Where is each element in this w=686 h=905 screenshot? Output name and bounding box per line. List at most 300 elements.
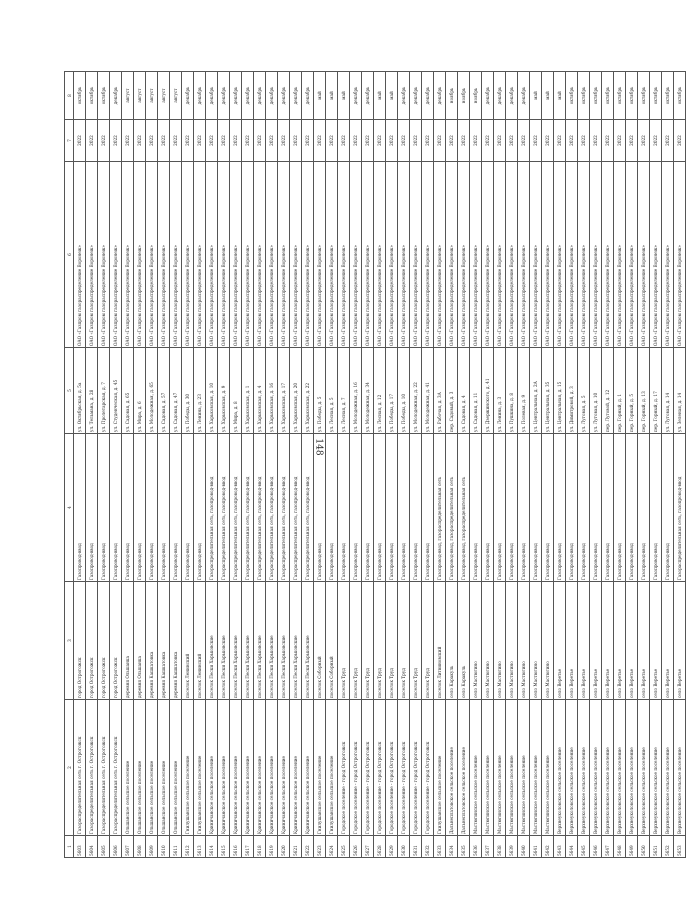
row-number-cell: 5622 [302,836,314,858]
row-number-cell: 5605 [98,836,110,858]
settlement-cell: село Веретье [566,582,578,700]
municipality-cell: Верхнеуколовское сельское поселение [554,700,566,836]
year-cell: 2022 [638,120,650,162]
municipality-cell: Городское поселение - город Острогожск [338,700,350,836]
year-cell: 2022 [530,120,542,162]
row-number-cell: 5611 [170,836,182,858]
month-cell: май [326,72,338,120]
month-cell: декабрь [422,72,434,120]
row-number-cell: 5642 [542,836,554,858]
object-type-cell: Газопровод-ввод, газораспределительная сеть [446,434,458,582]
municipality-cell: Верхнеуколовское сельское поселение [650,700,662,836]
row-number-cell: 5648 [614,836,626,858]
object-type-cell: Газораспределительная сеть, газопровод-ввод [242,434,254,582]
row-number-cell: 5651 [650,836,662,858]
year-cell: 2022 [434,120,446,162]
row-number-cell: 5614 [206,836,218,858]
header-cell: 7 [65,120,74,162]
settlement-cell: поселок Пески Харьковские [290,582,302,700]
municipality-cell: Городское поселение - город Острогожск [410,700,422,836]
municipality-cell: Городское поселение - город Острогожск [374,700,386,836]
settlement-cell: село Веретье [590,582,602,700]
operator-cell: ОАО «Газпром газораспределение Воронеж» [446,162,458,348]
settlement-cell: поселок Пески Харьковские [266,582,278,700]
month-cell: декабрь [482,72,494,120]
table-row [74,72,86,858]
row-number-cell: 5617 [242,836,254,858]
municipality-cell: Криничанское сельское поселение [302,700,314,836]
address-cell: ул. Студенческая, д. 45 [110,348,122,434]
table-row [194,72,206,858]
address-cell: пер. Горный, д. 13 [638,348,650,434]
operator-cell: ОАО «Газпром газораспределение Воронеж» [158,162,170,348]
settlement-cell: поселок Соборный [314,582,326,700]
table-row [146,72,158,858]
object-type-cell: Газопровод-ввод [578,434,590,582]
settlement-cell: село Веретье [626,582,638,700]
settlement-cell: поселок Пески Харьковские [254,582,266,700]
table-row [422,72,434,858]
object-type-cell: Газопровод-ввод [398,434,410,582]
operator-cell: ОАО «Газпром газораспределение Воронеж» [98,162,110,348]
year-cell: 2022 [506,120,518,162]
year-cell: 2022 [74,120,86,162]
operator-cell: ОАО «Газпром газораспределение Воронеж» [638,162,650,348]
operator-cell: ОАО «Газпром газораспределение Воронеж» [626,162,638,348]
settlement-cell: село Мастюгино [506,582,518,700]
municipality-cell: Мастюгинское сельское поселение [530,700,542,836]
year-cell: 2022 [338,120,350,162]
year-cell: 2022 [266,120,278,162]
month-cell: декабрь [506,72,518,120]
month-cell: декабрь [230,72,242,120]
object-type-cell: Газопровод-ввод [530,434,542,582]
table-row [398,72,410,858]
object-type-cell: Газораспределительная сеть, газопровод-ввод [230,434,242,582]
row-number-cell: 5653 [674,836,686,858]
object-type-cell: Газопровод-ввод [194,434,206,582]
operator-cell: ОАО «Газпром газораспределение Воронеж» [542,162,554,348]
row-number-cell: 5630 [398,836,410,858]
object-type-cell: Газопровод-ввод [494,434,506,582]
operator-cell: ОАО «Газпром газораспределение Воронеж» [74,162,86,348]
municipality-cell: Верхнеуколовское сельское поселение [662,700,674,836]
table-row [446,72,458,858]
month-cell: декабрь [242,72,254,120]
settlement-cell: поселок Пески Харьковские [206,582,218,700]
month-cell: декабрь [218,72,230,120]
address-cell: ул. Победы, д. 10 [398,348,410,434]
table-row [470,72,482,858]
object-type-cell: Газораспределительная сеть, газопровод-ввод [278,434,290,582]
header-row [65,72,74,858]
operator-cell: ОАО «Газпром газораспределение Воронеж» [170,162,182,348]
settlement-cell: село Каракуль [458,582,470,700]
row-number-cell: 5626 [350,836,362,858]
operator-cell: ОАО «Газпром газораспределение Воронеж» [578,162,590,348]
month-cell: май [338,72,350,120]
year-cell: 2022 [674,120,686,162]
settlement-cell: поселок Соборный [326,582,338,700]
address-cell: ул. Харьковская, д. 20 [290,348,302,434]
page-number: 148 [313,438,324,456]
object-type-cell: Газопровод-ввод, газораспределительная сеть [458,434,470,582]
operator-cell: ОАО «Газпром газораспределение Воронеж» [122,162,134,348]
settlement-cell: село Веретье [662,582,674,700]
settlement-cell: село Веретье [602,582,614,700]
year-cell: 2022 [386,120,398,162]
year-cell: 2022 [98,120,110,162]
operator-cell: ОАО «Газпром газораспределение Воронеж» [194,162,206,348]
operator-cell: ОАО «Газпром газораспределение Воронеж» [338,162,350,348]
settlement-cell: село Веретье [638,582,650,700]
table-row [530,72,542,858]
year-cell: 2022 [182,120,194,162]
row-number-cell: 5624 [326,836,338,858]
object-type-cell: Газораспределительная сеть, газопровод-ввод [302,434,314,582]
row-number-cell: 5621 [290,836,302,858]
settlement-cell: село Веретье [674,582,686,700]
row-number-cell: 5649 [626,836,638,858]
address-cell: ул. Молодежная, д. 16 [350,348,362,434]
month-cell: октябрь [662,72,674,120]
settlement-cell: деревня Кашкатовка [170,582,182,700]
settlement-cell: деревня Кашкатовка [158,582,170,700]
table-row [362,72,374,858]
address-cell: ул. Харьковская, д. 17 [278,348,290,434]
municipality-cell: Городское поселение - город Острогожск [422,700,434,836]
rotated-sheet [64,72,682,858]
settlement-cell: село Мастюгино [530,582,542,700]
address-cell: ул. Садовая, д. 47 [170,348,182,434]
row-number-cell: 5634 [446,836,458,858]
month-cell: декабрь [206,72,218,120]
object-type-cell: Газопровод-ввод [110,434,122,582]
year-cell: 2022 [578,120,590,162]
municipality-cell: Ольшанское сельское поселение [122,700,134,836]
settlement-cell: поселок Пески Харьковские [242,582,254,700]
year-cell: 2022 [410,120,422,162]
year-cell: 2022 [590,120,602,162]
address-cell: ул. Победы, д. 30 [182,348,194,434]
operator-cell: ОАО «Газпром газораспределение Воронеж» [470,162,482,348]
operator-cell: ОАО «Газпром газораспределение Воронеж» [110,162,122,348]
municipality-cell: Верхнеуколовское сельское поселение [566,700,578,836]
table-row [242,72,254,858]
operator-cell: ОАО «Газпром газораспределение Воронеж» [290,162,302,348]
settlement-cell: город Острогожск [98,582,110,700]
address-cell: ул. Молодежная, д. 22 [410,348,422,434]
settlement-cell: поселок Труд [422,582,434,700]
row-number-cell: 5646 [590,836,602,858]
table-row [458,72,470,858]
operator-cell: ОАО «Газпром газораспределение Воронеж» [314,162,326,348]
municipality-cell: Криничанское сельское поселение [206,700,218,836]
table-row [338,72,350,858]
table-row [674,72,686,858]
settlement-cell: село Веретье [650,582,662,700]
municipality-cell: Ольшанское сельское поселение [158,700,170,836]
year-cell: 2022 [470,120,482,162]
operator-cell: ОАО «Газпром газораспределение Воронеж» [134,162,146,348]
row-number-cell: 5643 [554,836,566,858]
settlement-cell: поселок Ленинский [182,582,194,700]
object-type-cell: Газопровод-ввод [158,434,170,582]
municipality-cell: Городское поселение - город Острогожск [362,700,374,836]
municipality-cell: Гнилушанское сельское поселение [326,700,338,836]
municipality-cell: Гнилушанское сельское поселение [434,700,446,836]
row-number-cell: 5619 [266,836,278,858]
table-row [278,72,290,858]
municipality-cell: Газораспределительная сеть г. Острогожск [74,700,86,836]
settlement-cell: поселок Труд [350,582,362,700]
row-number-cell: 5607 [122,836,134,858]
month-cell: май [386,72,398,120]
municipality-cell: Мастюгинское сельское поселение [494,700,506,836]
row-number-cell: 5633 [434,836,446,858]
month-cell: май [554,72,566,120]
table-row [326,72,338,858]
address-cell: ул. Пушкина, д. 8 [506,348,518,434]
municipality-cell: Гнилушанское сельское поселение [314,700,326,836]
municipality-cell: Криничанское сельское поселение [278,700,290,836]
operator-cell: ОАО «Газпром газораспределение Воронеж» [530,162,542,348]
municipality-cell: Городское поселение - город Острогожск [398,700,410,836]
year-cell: 2022 [86,120,98,162]
address-cell: ул. Харьковская, д. 9 [218,348,230,434]
table-row [506,72,518,858]
address-cell: ул. Молодежная, д. 34 [362,348,374,434]
address-cell: ул. Харьковская, д. 4 [254,348,266,434]
object-type-cell: Газопровод-ввод [566,434,578,582]
address-cell: ул. Дзержинского, д. 41 [482,348,494,434]
municipality-cell: Криничанское сельское поселение [230,700,242,836]
year-cell: 2022 [146,120,158,162]
table-row [518,72,530,858]
table-row [386,72,398,858]
table-row [626,72,638,858]
month-cell: декабрь [302,72,314,120]
object-type-cell: Газопровод-ввод [602,434,614,582]
settlement-cell: село Каракуль [446,582,458,700]
settlement-cell: деревня Ольшанка [134,582,146,700]
operator-cell: ОАО «Газпром газораспределение Воронеж» [554,162,566,348]
row-number-cell: 5637 [482,836,494,858]
settlement-cell: поселок Ленинский [194,582,206,700]
table-row [350,72,362,858]
settlement-cell: село Мастюгино [542,582,554,700]
table-row [602,72,614,858]
settlement-cell: село Мастюгино [494,582,506,700]
operator-cell: ОАО «Газпром газораспределение Воронеж» [506,162,518,348]
address-cell: ул. Луговая, д. 5 [578,348,590,434]
settlement-cell: поселок Пески Харьковские [230,582,242,700]
row-number-cell: 5652 [662,836,674,858]
object-type-cell: Газопровод-ввод [98,434,110,582]
settlement-cell: поселок Труд [398,582,410,700]
object-type-cell: Газопровод-ввод [410,434,422,582]
row-number-cell: 5623 [314,836,326,858]
row-number-cell: 5625 [338,836,350,858]
address-cell: ул. Лесная, д. 5 [326,348,338,434]
address-cell: ул. Центральная, д. 2А [530,348,542,434]
municipality-cell: Верхнеуколовское сельское поселение [638,700,650,836]
settlement-cell: город Острогожск [86,582,98,700]
row-number-cell: 5647 [602,836,614,858]
operator-cell: ОАО «Газпром газораспределение Воронеж» [146,162,158,348]
address-cell: ул. Харьковская, д. 1 [242,348,254,434]
operator-cell: ОАО «Газпром газораспределение Воронеж» [86,162,98,348]
address-cell: ул. Октябрьская, д. 5а [74,348,86,434]
month-cell: октябрь [602,72,614,120]
year-cell: 2022 [542,120,554,162]
row-number-cell: 5620 [278,836,290,858]
operator-cell: ОАО «Газпром газораспределение Воронеж» [182,162,194,348]
month-cell: декабрь [278,72,290,120]
settlement-cell: поселок Труд [374,582,386,700]
year-cell: 2022 [350,120,362,162]
object-type-cell: Газопровод-ввод [614,434,626,582]
settlement-cell: город Острогожск [110,582,122,700]
month-cell: октябрь [86,72,98,120]
address-cell: ул. Харьковская, д. 22 [302,348,314,434]
row-number-cell: 5639 [506,836,518,858]
table-row [86,72,98,858]
address-cell: ул. Мира, д. 8 [230,348,242,434]
month-cell: октябрь [614,72,626,120]
month-cell: август [134,72,146,120]
address-cell: ул. Садовая, д. 65 [122,348,134,434]
year-cell: 2022 [518,120,530,162]
row-number-cell: 5644 [566,836,578,858]
year-cell: 2022 [230,120,242,162]
settlement-cell: поселок Пески Харьковские [302,582,314,700]
municipality-cell: Мастюгинское сельское поселение [518,700,530,836]
year-cell: 2022 [566,120,578,162]
operator-cell: ОАО «Газпром газораспределение Воронеж» [614,162,626,348]
header-cell: 2 [65,700,74,836]
operator-cell: ОАО «Газпром газораспределение Воронеж» [422,162,434,348]
row-number-cell: 5627 [362,836,374,858]
month-cell: ноябрь [458,72,470,120]
year-cell: 2022 [446,120,458,162]
address-cell: ул. Центральная, д. 15 [554,348,566,434]
address-cell: ул. Луговая, д. 14 [662,348,674,434]
year-cell: 2022 [218,120,230,162]
object-type-cell: Газораспределительная сеть, газопровод-ввод [218,434,230,582]
municipality-cell: Криничанское сельское поселение [290,700,302,836]
address-cell: ул. Садовая, д. 4 [458,348,470,434]
municipality-cell: Криничанское сельское поселение [266,700,278,836]
address-cell: ул. Молодежная, д. 65 [146,348,158,434]
month-cell: октябрь [590,72,602,120]
row-number-cell: 5603 [74,836,86,858]
operator-cell: ОАО «Газпром газораспределение Воронеж» [434,162,446,348]
settlement-cell: поселок Труд [338,582,350,700]
table-row [206,72,218,858]
object-type-cell: Газопровод-ввод [350,434,362,582]
object-type-cell: Газопровод-ввод [386,434,398,582]
operator-cell: ОАО «Газпром газораспределение Воронеж» [278,162,290,348]
table-body [74,72,686,858]
operator-cell: ОАО «Газпром газораспределение Воронеж» [362,162,374,348]
object-type-cell: Газопровод-ввод [314,434,326,582]
row-number-cell: 5641 [530,836,542,858]
object-type-cell: Газопровод-ввод [338,434,350,582]
table-row [590,72,602,858]
month-cell: октябрь [74,72,86,120]
row-number-cell: 5608 [134,836,146,858]
object-type-cell: Газопровод-ввод [638,434,650,582]
address-cell: ул. Победы, д. 5 [314,348,326,434]
month-cell: август [158,72,170,120]
municipality-cell: Криничанское сельское поселение [242,700,254,836]
header-cell: 5 [65,348,74,434]
municipality-cell: Верхнеуколовское сельское поселение [626,700,638,836]
row-number-cell: 5609 [146,836,158,858]
month-cell: декабрь [410,72,422,120]
settlement-cell: поселок Труд [362,582,374,700]
month-cell: декабрь [290,72,302,120]
table-row [314,72,326,858]
municipality-cell: Мастюгинское сельское поселение [506,700,518,836]
address-cell: ул. Зеленая, д. 14 [674,348,686,434]
address-cell: ул. Рабочая, д. 3А [434,348,446,434]
year-cell: 2022 [482,120,494,162]
municipality-cell: Газораспределительная сеть г. Острогожск [86,700,98,836]
address-cell: ул. Тельмана, д. 28 [86,348,98,434]
address-cell: ул. Полевая, д. 9 [518,348,530,434]
municipality-cell: Мастюгинское сельское поселение [542,700,554,836]
address-cell: ул. Лесная, д. 7 [338,348,350,434]
settlement-cell: поселок Пески Харьковские [278,582,290,700]
object-type-cell: Газораспределительная сеть, газопровод-ввод [290,434,302,582]
row-number-cell: 5612 [182,836,194,858]
row-number-cell: 5645 [578,836,590,858]
municipality-cell: Верхнеуколовское сельское поселение [578,700,590,836]
year-cell: 2022 [614,120,626,162]
row-number-cell: 5638 [494,836,506,858]
address-cell: пер. Горный, д. 1 [614,348,626,434]
municipality-cell: Дальнеплатовское сельское поселение [446,700,458,836]
year-cell: 2022 [278,120,290,162]
address-cell: пер. Луговой, д. 12 [602,348,614,434]
month-cell: май [314,72,326,120]
year-cell: 2022 [254,120,266,162]
table-row [134,72,146,858]
municipality-cell: Верхнеуколовское сельское поселение [602,700,614,836]
table-row [158,72,170,858]
data-table [64,71,686,858]
operator-cell: ОАО «Газпром газораспределение Воронеж» [518,162,530,348]
header-cell: 6 [65,162,74,348]
address-cell: ул. Ленина, д. 3 [494,348,506,434]
row-number-cell: 5616 [230,836,242,858]
month-cell: декабрь [254,72,266,120]
operator-cell: ОАО «Газпром газораспределение Воронеж» [566,162,578,348]
row-number-cell: 5613 [194,836,206,858]
year-cell: 2022 [134,120,146,162]
header-cell: 1 [65,836,74,858]
year-cell: 2022 [302,120,314,162]
year-cell: 2022 [194,120,206,162]
operator-cell: ОАО «Газпром газораспределение Воронеж» [254,162,266,348]
year-cell: 2022 [110,120,122,162]
year-cell: 2022 [422,120,434,162]
table-row [254,72,266,858]
month-cell: май [542,72,554,120]
municipality-cell: Верхнеуколовское сельское поселение [614,700,626,836]
